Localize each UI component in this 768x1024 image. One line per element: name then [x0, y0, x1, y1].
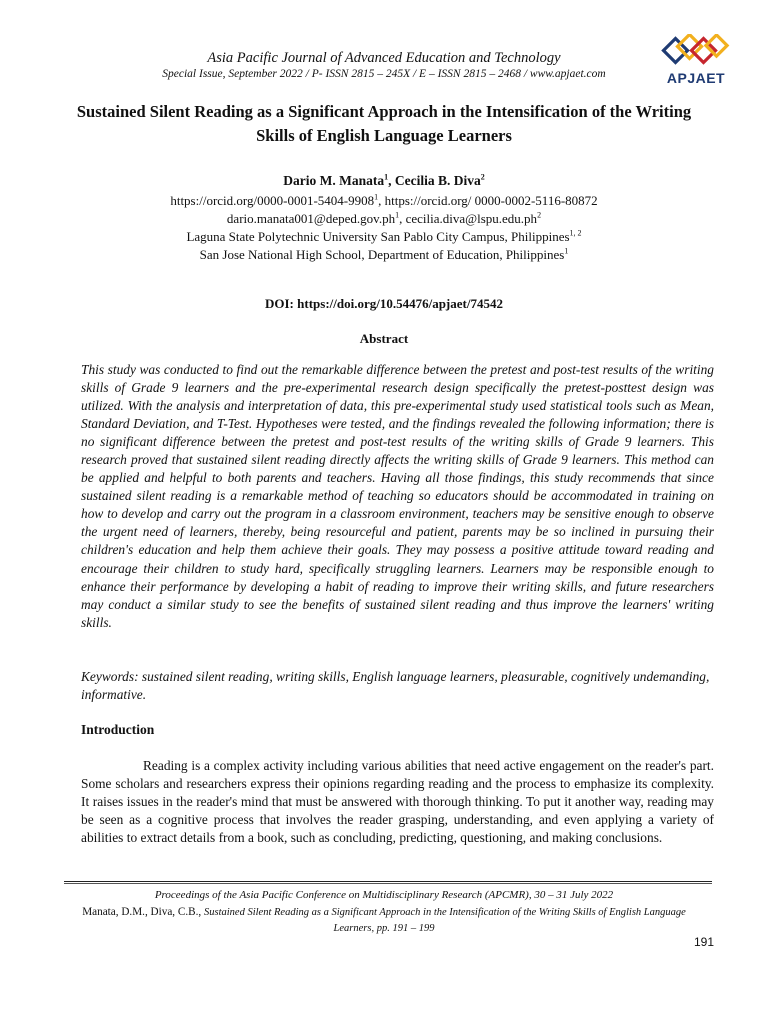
page-number: 191: [693, 935, 714, 949]
footer-divider: [64, 881, 712, 885]
affiliation-2: [0, 246, 768, 264]
logo-text: APJAET: [666, 70, 726, 86]
paper-title: Sustained Silent Reading as a Significant Approach in the Intensification of the Writing Skills of English Language Learners: [76, 102, 692, 145]
orcid-link-1[interactable]: https://orcid.org/0000-0001-5404-9908: [170, 193, 375, 208]
author-2-sup: 2: [480, 172, 485, 182]
orcid-link-2[interactable]: https://orcid.org/ 0000-0002-5116-80872: [384, 193, 598, 208]
journal-issue-line: Special Issue, September 2022 / P- ISSN 2815 – 245X / E – ISSN 2815 – 2468 / www.apjaet.com: [162, 68, 606, 80]
journal-name: Asia Pacific Journal of Advanced Education and Technology: [207, 50, 561, 66]
affiliation-1: [0, 228, 768, 246]
email-1-sup: 1: [395, 210, 400, 220]
email-link-2[interactable]: cecilia.diva@lspu.edu.ph: [405, 211, 538, 226]
author-1-sup: 1: [384, 172, 389, 182]
orcid-line: [0, 192, 768, 210]
email-2-sup: 2: [537, 210, 542, 220]
footer-proceedings: Proceedings of the Asia Pacific Conference on Multidisciplinary Research (APCMR), 30 – 31 July 2022: [154, 889, 614, 901]
author-2: Cecilia B. Diva: [394, 173, 481, 188]
orcid-1-sup: 1: [374, 192, 379, 202]
author-1: Dario M. Manata: [283, 173, 385, 188]
footer-cite-title: Sustained Silent Reading as a Significant Approach in the Intensification of the Writing Skills of English Language Learners, pp. 191 – 199: [204, 907, 686, 934]
doi-link[interactable]: DOI: https://doi.org/10.54476/apjaet/74542: [265, 296, 503, 311]
orcid-separator: ,: [378, 193, 385, 208]
introduction-heading: Introduction: [81, 722, 155, 737]
footer-cite-authors: Manata, D.M., Diva, C.B.,: [82, 906, 204, 918]
author-block: [0, 172, 768, 264]
email-line: [0, 210, 768, 228]
keywords: Keywords: sustained silent reading, writing skills, English language learners, pleasurable, cognitively undemanding, informative.: [81, 669, 710, 702]
author-names: [0, 172, 768, 190]
author-separator: ,: [388, 173, 395, 188]
footer-citation: [70, 905, 698, 936]
affiliation-2-sup: 1: [564, 246, 569, 256]
abstract-heading: Abstract: [359, 331, 409, 346]
introduction-paragraph: Reading is a complex activity including various abilities that need active engagement on the reader's part. Some scholars and researchers express their opinions regarding reading and the process to emphasize its complexity. It raises issues in the reader's mind that must be answered with thorough thinking. To put it another way, reading may be seen as a cognitive process that involves the reader grasping, understanding, and even applying a variety of abilities to extract details from a book, such as concluding, predicting, questioning, and making conclusions.: [81, 758, 714, 846]
email-link-1[interactable]: dario.manata001@deped.gov.ph: [226, 211, 396, 226]
abstract-text: This study was conducted to find out the remarkable difference between the pretest and post-test results of the writing skills of Grade 9 learners and the pre-experimental research design specifically the pretest-posttest design was utilized. With the analysis and interpretation of data, this pre-experimental study used statistical tools such as Mean, Standard Deviation, and T-Test. Hypotheses were tested, and the findings revealed the following information; there is no significant difference between the pretest and post-test results of the writing skills of Grade 9 learners. This research proved that sustained silent reading directly affects the writing skills of Grade 9 learners. This method can be applied and helpful to both parents and teachers. Having all those findings, this study recommends that since sustained silent reading is a remarkable method of teaching so educators should be accommodated in training on how to develop and carry out the program in a classroom environment, teachers may be sensitive enough to observe the urgent need of learners, thereby, being resourceful and patient, parents may be so inclined in pursuing their children's education and help them achieve their goals. They may possess a positive attitude toward reading and encourage their children to study hard, specifically struggling learners. Learners may be responsible enough to enhance their performance by developing a habit of reading to improve their writing skills, and future researchers may conduct a similar study to see the benefits of sustained silent reading and thus improve the learners' writing skills.: [81, 362, 714, 630]
email-separator: ,: [399, 211, 406, 226]
affiliation-1-text: Laguna State Polytechnic University San Pablo City Campus, Philippines: [186, 229, 570, 244]
affiliation-2-text: San Jose National High School, Department of Education, Philippines: [199, 247, 565, 262]
affiliation-1-sup: 1, 2: [569, 228, 582, 238]
